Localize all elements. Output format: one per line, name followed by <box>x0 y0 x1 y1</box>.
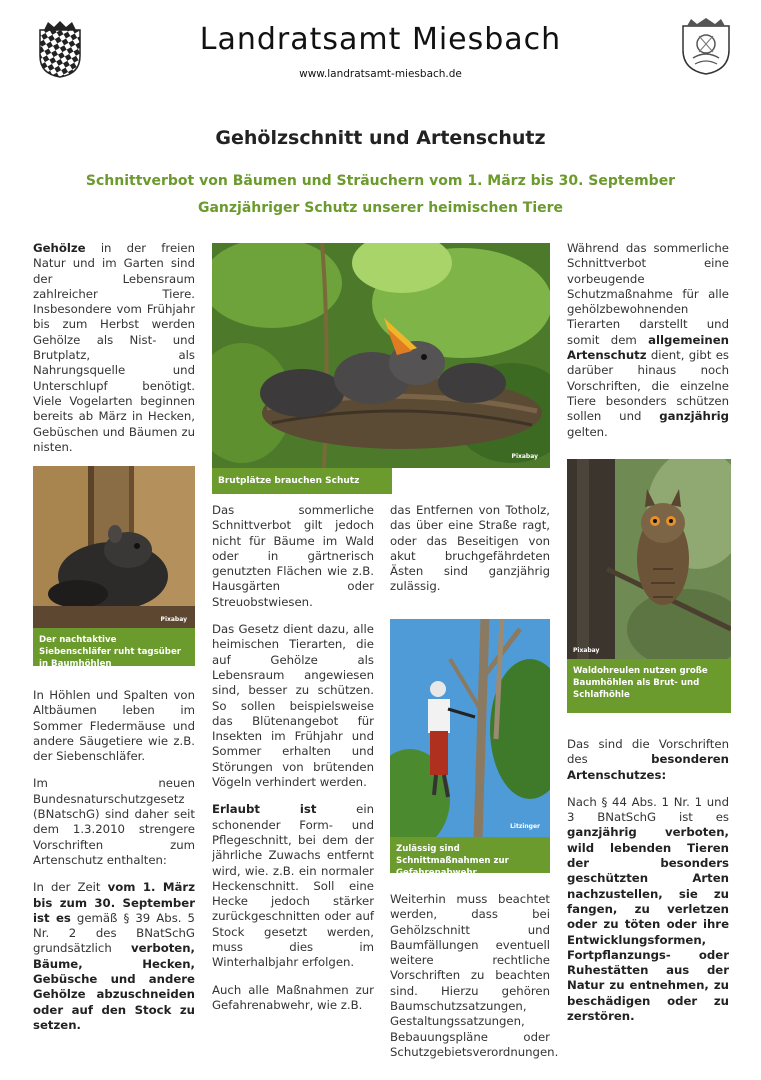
bat-paragraph: In Höhlen und Spalten von Altbäumen leben im Sommer Fledermäuse und andere Säugetiere wie z.B. der Siebenschläfer. <box>33 688 195 764</box>
document-subtitle-1: Schnittverbot von Bäumen und Sträuchern vom 1. März bis 30. September <box>85 173 676 189</box>
arborist-photo <box>390 619 550 837</box>
dormouse-photo <box>33 466 195 628</box>
year-round-ban-paragraph: Nach § 44 Abs. 1 Nr. 1 und 3 BNatSchG ist es ganzjährig verboten, wild lebenden Tieren der besonders geschützten Arten nachzustellen, sie zu fangen, zu verletzen oder zu töten oder ihre Entwicklungsformen, Fortpflanzungs- oder Ruhestätten aus der Natur zu entnehmen, zu beschädigen oder zu zerstören. <box>567 794 729 1024</box>
photo-credit: Pixabay <box>573 647 600 654</box>
photo-credit: Pixabay <box>511 453 538 460</box>
website-url[interactable]: www.landratsamt-miesbach.de <box>299 68 462 80</box>
district-crest-icon <box>677 16 735 76</box>
other-regulations-paragraph: Weiterhin muss beachtet werden, dass bei Gehölzschnitt und Baumfällungen eventuell weitere rechtliche Vorschriften zu beachten sind. Hierzu gehören Baumschutzsatzungen, Gestaltungssatzungen, Bebauungspläne oder Schutzgebietsverordnungen. <box>390 892 559 1059</box>
safety-paragraph: Auch alle Maßnahmen zur Gefahrenabwehr, wie z.B. <box>212 982 374 1012</box>
document-title: Gehölzschnitt und Artenschutz <box>215 127 546 149</box>
column-4-top <box>567 241 729 452</box>
nest-caption: Brutplätze brauchen Schutz <box>212 468 392 494</box>
photo-credit: Litzinger <box>510 823 540 830</box>
dormouse-caption: Der nachtaktive Siebenschläfer ruht tagsüber in Baumhöhlen <box>33 628 195 666</box>
nest-photo <box>212 243 550 468</box>
law-paragraph: Im neuen Bundesnaturschutzgesetz (BNatschG) sind daher seit dem 1.3.2010 strengere Vorschriften zum Artenschutz enthalten: <box>33 776 195 867</box>
deadwood-paragraph: das Entfernen von Totholz, das über eine Straße ragt, oder das Beseitigen von akut bruchgefährdeten Ästen sind ganzjährig zulässig. <box>390 503 550 594</box>
exception-paragraph: Das sommerliche Schnittverbot gilt jedoch nicht für Bäume im Wald oder in gärtnerisch genutzten Flächen wie z.B. Hausgärten oder Streuobstwiesen. <box>212 503 374 609</box>
column-4-bottom <box>567 737 729 1036</box>
arborist-caption: Zulässig sind Schnittmaßnahmen zur Gefahrenabwehr <box>390 837 550 873</box>
owl-caption: Waldohreulen nutzen große Baumhöhlen als Brut- und Schlafhöhle <box>567 659 731 713</box>
intro-paragraph: Gehölze in der freien Natur und im Garten sind der Lebensraum zahlreicher Tiere. Insbesondere vom Frühjahr bis zum Herbst werden Gehölze als Nist- und Brutplatz, als Nahrungsquelle und Unterschlupf benötigt. Viele Vogelarten beginnen bereits ab März in Hecken, Gebüschen und Bäumen zu nisten. <box>33 241 195 454</box>
photo-credit: Pixabay <box>160 616 187 623</box>
column-1-bottom <box>33 688 195 1045</box>
column-2-text <box>212 503 374 1025</box>
column-3-bottom <box>390 892 559 1072</box>
ban-paragraph: In der Zeit vom 1. März bis zum 30. September ist es gemäß § 39 Abs. 5 Nr. 2 des BNatSchG grundsätzlich verboten, Bäume, Hecken, Gebüsche und andere Gehölze abzuschneiden oder auf den Stock zu setzen. <box>33 880 195 1032</box>
page-header-title: Landratsamt Miesbach <box>199 22 562 57</box>
owl-photo <box>567 459 731 659</box>
column-1-top <box>33 241 195 467</box>
special-protection-paragraph: Das sind die Vorschriften des besonderen Artenschutzes: <box>567 737 729 782</box>
allowed-paragraph: Erlaubt ist ein schonender Form- und Pflegeschnitt, bei dem der jährliche Zuwachs entfernt wird, wie. z.B. ein normaler Heckenschnitt. Soll eine Hecke jedoch stärker zurückgeschnitten oder auf Stock gesetzt werden, muss dies im Winterhalbjahr erfolgen. <box>212 802 374 970</box>
general-protection-paragraph: Während das sommerliche Schnittverbot eine vorbeugende Schutzmaßnahme für alle gehölzbewohnenden Tierarten darstellt und somit dem allgemeinen Artenschutz dient, gibt es darüber hinaus noch Vorschriften, die einzelne Tiere besonders schützen sollen und ganzjährig gelten. <box>567 241 729 439</box>
purpose-paragraph: Das Gesetz dient dazu, alle heimischen Tierarten, die auf Gehölze als Lebensraum angewiesen sind, besser zu schützen. So sollen beispielsweise das Blütenangebot für Insekten im Frühjahr und Sommer erhalten und Störungen von brütenden Vögeln verhindert werden. <box>212 622 374 790</box>
column-3-top <box>390 503 550 607</box>
document-subtitle-2: Ganzjähriger Schutz unserer heimischen Tiere <box>197 200 564 216</box>
